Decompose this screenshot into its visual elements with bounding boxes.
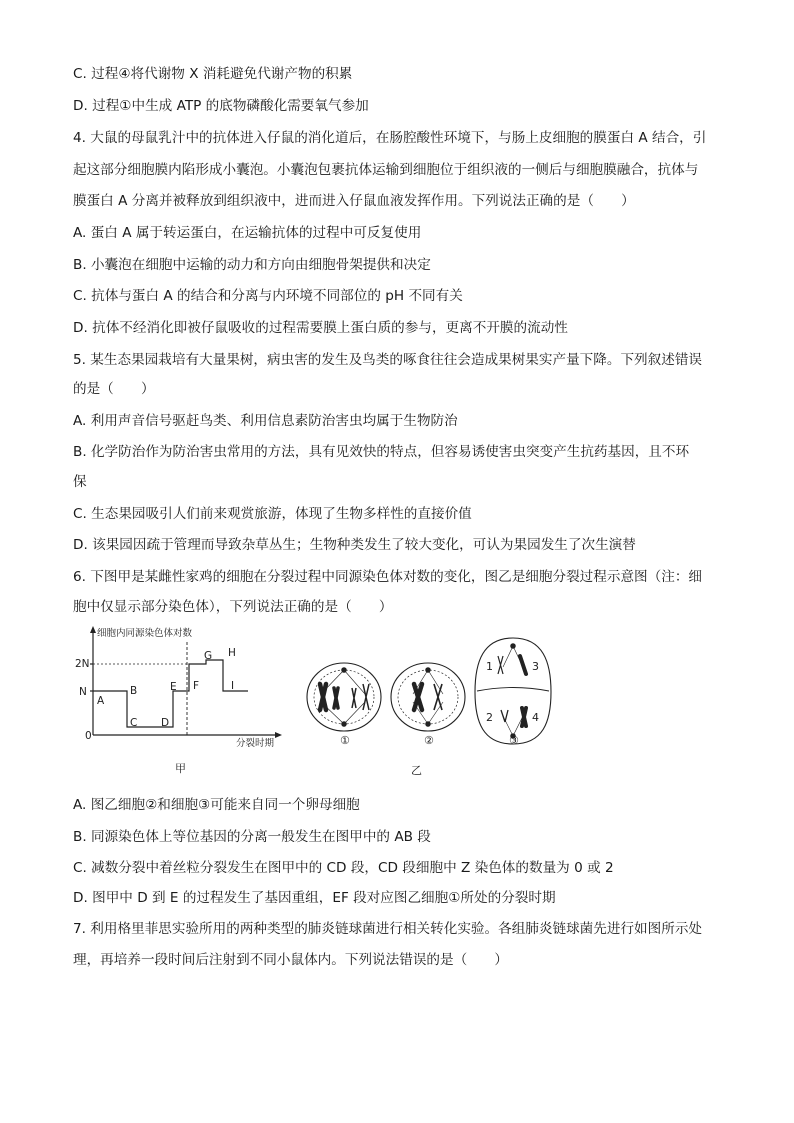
option-5c: C. 生态果园吸引人们前来观赏旅游，体现了生物多样性的直接价值 [73,506,472,522]
option-3d: D. 过程①中生成 ATP 的底物磷酸化需要氧气参加 [73,98,369,114]
chromosome-1: 1 [486,660,493,673]
option-4d: D. 抗体不经消化即被仔鼠吸收的过程需要膜上蛋白质的参与，更离不开膜的流动性 [73,320,568,336]
origin-label: 0 [85,730,92,742]
label-e: E [170,681,177,693]
option-5b-line-1: B. 化学防治作为防治害虫常用的方法，具有见效快的特点，但容易诱使害虫突变产生抗药基因，且不环 [73,444,690,460]
option-4c: C. 抗体与蛋白 A 的结合和分离与内环境不同部位的 pH 不同有关 [73,288,463,304]
y-axis-arrow [90,626,96,633]
question-5-line-1: 5. 某生态果园栽培有大量果树，病虫害的发生及鸟类的啄食往往会造成果树果实产量下降。下列叙述错误 [73,352,703,368]
question-6-line-2: 胞中仅显示部分染色体），下列说法正确的是（ ） [73,599,393,615]
option-5a: A. 利用声音信号驱赶鸟类、利用信息素防治害虫均属于生物防治 [73,413,458,429]
label-g: G [204,650,213,662]
chromosome-4: 4 [532,711,539,724]
question-6-figure [73,622,593,782]
question-4-line-1: 4. 大鼠的母鼠乳汁中的抗体进入仔鼠的消化道后，在肠腔酸性环境下，与肠上皮细胞的膜蛋白 A 结合，引 [73,130,707,146]
caption-yi: 乙 [411,764,422,777]
label-b: B [130,685,138,697]
cell-3-label: ③ [509,734,519,747]
cell-1 [307,663,381,731]
label-f: F [193,680,200,692]
option-4a: A. 蛋白 A 属于转运蛋白，在运输抗体的过程中可反复使用 [73,225,422,241]
option-6b: B. 同源染色体上等位基因的分离一般发生在图甲中的 AB 段 [73,829,431,845]
cell-2 [391,663,465,731]
chromosome-2: 2 [486,711,493,724]
cell-3 [475,638,551,744]
option-5d: D. 该果园因疏于管理而导致杂草丛生；生物种类发生了较大变化，可认为果园发生了次生演替 [73,537,636,553]
question-7-line-1: 7. 利用格里菲思实验所用的两种类型的肺炎链球菌进行相关转化实验。各组肺炎链球菌先进行如图所示处 [73,921,703,937]
option-6d: D. 图甲中 D 到 E 的过程发生了基因重组，EF 段对应图乙细胞①所处的分裂时期 [73,890,556,906]
question-4-line-3: 膜蛋白 A 分离并被释放到组织液中，进而进入仔鼠血液发挥作用。下列说法正确的是（ ） [73,193,635,209]
graph-jia [90,626,282,738]
option-4b: B. 小囊泡在细胞中运输的动力和方向由细胞骨架提供和决定 [73,257,431,273]
option-3c: C. 过程④将代谢物 X 消耗避免代谢产物的积累 [73,66,353,82]
label-i: I [231,680,235,692]
homolog-pairs-line [93,660,248,727]
x-axis-arrow [275,732,282,738]
option-5b-line-2: 保 [73,474,87,490]
option-6a: A. 图乙细胞②和细胞③可能来自同一个卵母细胞 [73,797,360,813]
option-6c: C. 减数分裂中着丝粒分裂发生在图甲中的 CD 段，CD 段细胞中 Z 染色体的数量为 0 或 2 [73,860,614,876]
cell-1-label: ① [340,734,350,747]
chromosome-3: 3 [532,660,539,673]
graph-xlabel: 分裂时期 [236,738,275,749]
label-c: C [130,717,138,729]
caption-jia: 甲 [175,762,186,775]
label-h: H [228,647,236,659]
label-a: A [97,695,105,707]
question-6-line-1: 6. 下图甲是某雌性家鸡的细胞在分裂过程中同源染色体对数的变化，图乙是细胞分裂过程示意图（注：细 [73,569,703,585]
question-4-line-2: 起这部分细胞膜内陷形成小囊泡。小囊泡包裹抗体运输到细胞位于组织液的一侧后与细胞膜融合，抗体与 [73,162,699,178]
ytick-2n: 2N [75,658,90,670]
question-7-line-2: 理，再培养一段时间后注射到不同小鼠体内。下列说法错误的是（ ） [73,952,508,968]
label-d: D [161,717,170,729]
question-5-line-2: 的是（ ） [73,381,155,397]
ytick-n: N [79,686,87,698]
graph-ylabel: 细胞内同源染色体对数 [97,628,193,639]
cell-2-label: ② [424,734,434,747]
